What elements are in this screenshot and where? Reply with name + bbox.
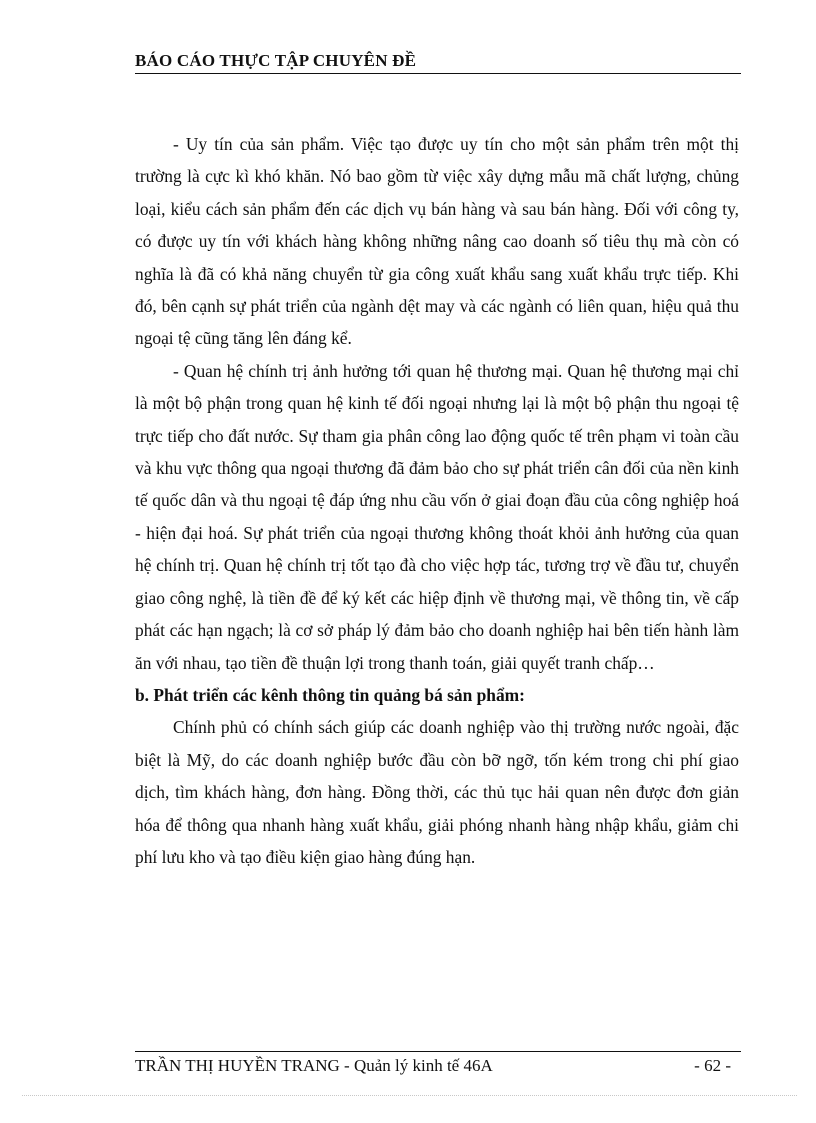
page-number: - 62 -: [694, 1056, 731, 1075]
page-header: [135, 49, 741, 74]
section-heading: b. Phát triển các kênh thông tin quảng bá sản phẩm:: [135, 684, 525, 705]
report-title: BÁO CÁO THỰC TẬP CHUYÊN ĐỀ: [135, 51, 417, 70]
footer-author: TRẦN THỊ HUYỀN TRANG - Quản lý kinh tế 46A: [135, 1056, 493, 1075]
page-footer: [135, 1051, 741, 1080]
document-body: [135, 128, 739, 873]
paragraph-product-reputation: - Uy tín của sản phẩm. Việc tạo được uy tín cho một sản phẩm trên một thị trường là cực kì khó khăn. Nó bao gồm từ việc xây dựng mẫu mã chất lượng, chủng loại, kiểu cách sản phẩm đến các dịch vụ bán hàng và sau bán hàng. Đối với công ty, có được uy tín với khách hàng không những nâng cao doanh số tiêu thụ mà còn có nghĩa là đã có khả năng chuyển từ gia công xuất khẩu sang xuất khẩu trực tiếp. Khi đó, bên cạnh sự phát triển của ngành dệt may và các ngành có liên quan, hiệu quả thu ngoại tệ cũng tăng lên đáng kể.: [135, 134, 739, 349]
page-bottom-divider: [22, 1095, 797, 1096]
paragraph-government-policy: Chính phủ có chính sách giúp các doanh nghiệp vào thị trường nước ngoài, đặc biệt là Mỹ, do các doanh nghiệp bước đầu còn bỡ ngỡ, tốn kém trong chi phí giao dịch, tìm khách hàng, đơn hàng. Đồng thời, các thủ tục hải quan nên được đơn giản hóa để thông qua nhanh hàng xuất khẩu, giải phóng nhanh hàng nhập khẩu, giảm chi phí lưu kho và tạo điều kiện giao hàng đúng hạn.: [135, 717, 739, 867]
paragraph-political-relations: - Quan hệ chính trị ảnh hưởng tới quan hệ thương mại. Quan hệ thương mại chỉ là một bộ phận trong quan hệ kinh tế đối ngoại nhưng lại là một bộ phận thu ngoại tệ trực tiếp cho đất nước. Sự tham gia phân công lao động quốc tế trên phạm vi toàn cầu và khu vực thông qua ngoại thương đã đảm bảo cho sự phát triển cân đối của nền kinh tế quốc dân và thu ngoại tệ đáp ứng nhu cầu vốn ở giai đoạn đầu của công nghiệp hoá - hiện đại hoá. Sự phát triển của ngoại thương không thoát khỏi ảnh hưởng của quan hệ chính trị. Quan hệ chính trị tốt tạo đà cho việc hợp tác, tương trợ về đầu tư, chuyển giao công nghệ, là tiền đề để ký kết các hiệp định về thương mại, về thông tin, về cấp phát các hạn ngạch; là cơ sở pháp lý đảm bảo cho doanh nghiệp hai bên tiến hành làm ăn với nhau, tạo tiền đề thuận lợi trong thanh toán, giải quyết tranh chấp…: [135, 360, 739, 673]
